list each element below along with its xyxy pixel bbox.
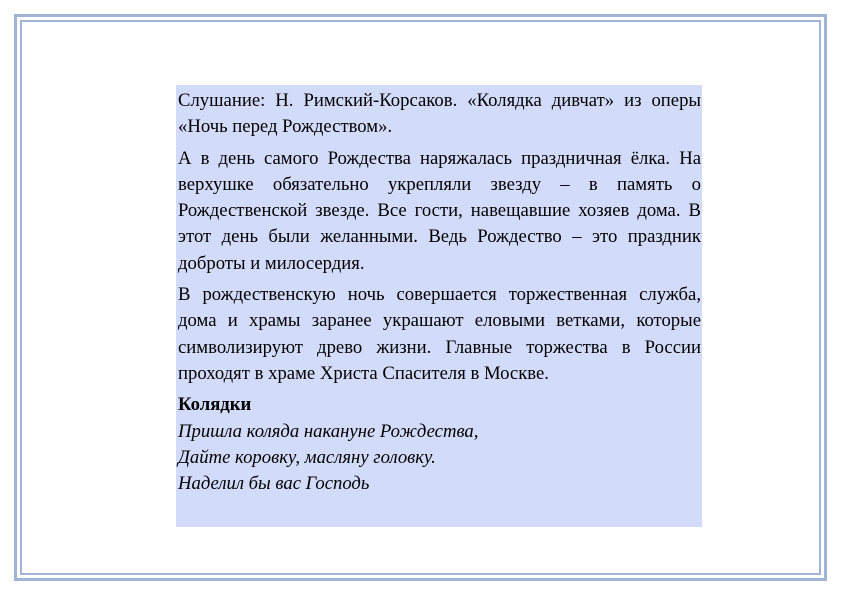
verse-line-2: Дайте коровку, масляну головку. <box>178 446 436 468</box>
verse-line-1: Пришла коляда накануне Рождества, <box>178 420 479 442</box>
verse-line-3: Наделил бы вас Господь <box>178 473 370 495</box>
text-box <box>176 85 702 527</box>
christmas-night-paragraph: В рождественскую ночь совершается торжественная служба, дома и храмы заранее украшают еловыми ветками, которые символизируют древо жизни. Главные торжества в России проходят в храме Христа Спасителя в Москве. <box>178 284 701 384</box>
christmas-tree-paragraph: А в день самого Рождества наряжалась праздничная ёлка. На верхушке обязательно укрепляли звезду – в память о Рождественской звезде. Все гости, навещавшие хозяев дома. В этот день были желанными. Ведь Рождество – это праздник доброты и милосердия. <box>178 147 701 274</box>
carols-heading: Колядки <box>178 394 252 416</box>
listening-paragraph: Слушание: Н. Римский-Корсаков. «Колядка дивчат» из оперы «Ночь перед Рождеством». <box>178 90 701 138</box>
